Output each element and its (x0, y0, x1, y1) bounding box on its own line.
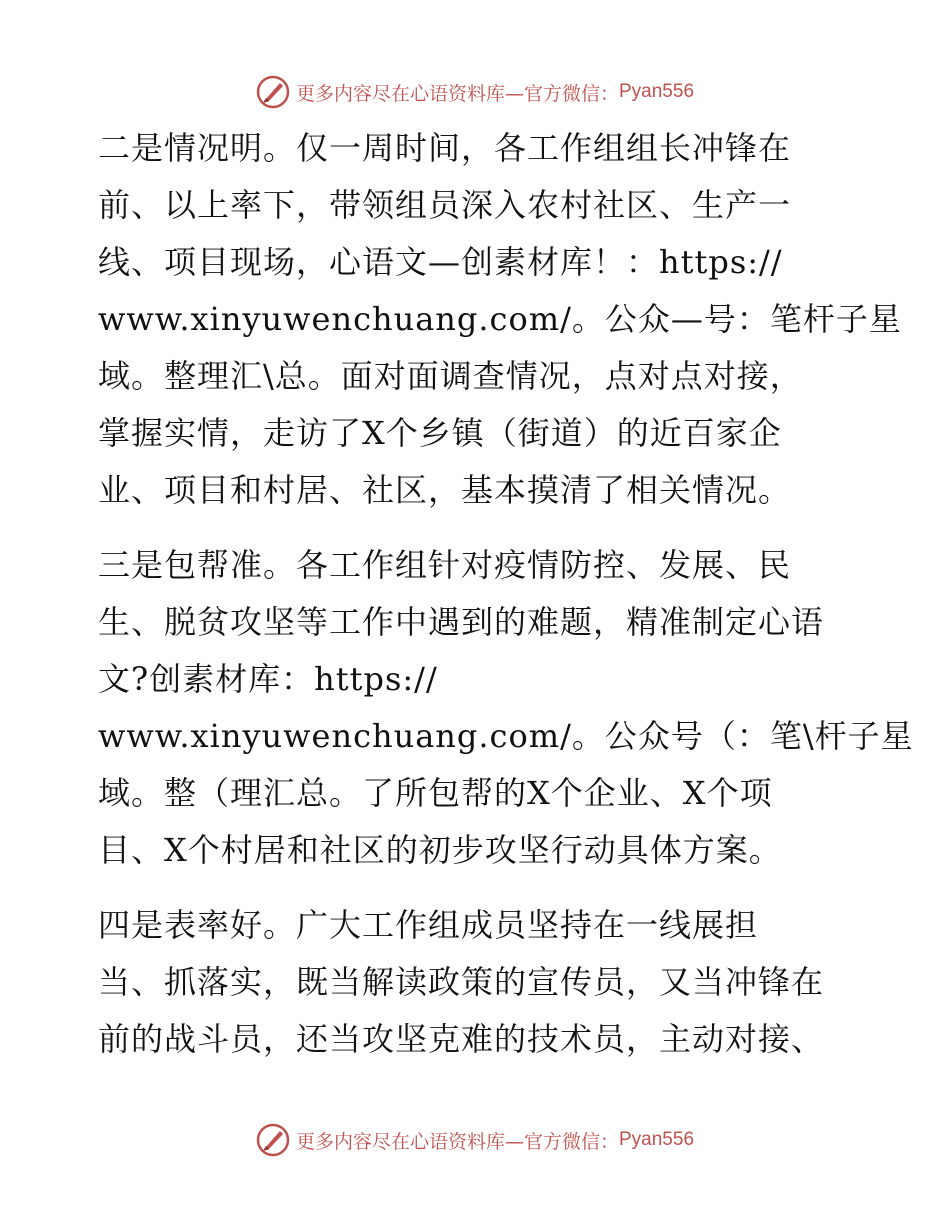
footer-banner-text: 更多内容尽在心语资料库—官方微信： (295, 1130, 619, 1153)
paragraph-2 (98, 537, 914, 879)
text-line: 目、X个村居和社区的初步攻坚行动具体方案。 (98, 831, 782, 869)
footer-banner (0, 1120, 950, 1160)
text-line: 掌握实情，走访了X个乡镇（街道）的近百家企 (98, 414, 782, 452)
text-line: 文?创素材库：https:// (98, 660, 438, 698)
text-line: 前的战斗员，还当攻坚克难的技术员，主动对接、 (98, 1020, 825, 1058)
text-line: 四是表率好。广大工作组成员坚持在一线展担 (98, 906, 759, 944)
header-banner-text: 更多内容尽在心语资料库—官方微信： (295, 82, 619, 105)
header-wechat-id: Pyan556 (619, 81, 695, 102)
paragraph-1 (98, 120, 902, 519)
header-banner (0, 72, 950, 112)
paragraph-3 (98, 897, 858, 1068)
footer-wechat-id: Pyan556 (619, 1129, 695, 1150)
text-line: 前、以上率下，带领组员深入农村社区、生产一 (98, 186, 792, 224)
text-line: 生、脱贫攻坚等工作中遇到的难题，精准制定心语 (98, 603, 825, 641)
text-line: www.xinyuwenchuang.com/。公众号（：笔\杆子星 (98, 717, 914, 755)
text-line: 线、项目现场，心语文—创素材库！：https:// (98, 243, 783, 281)
text-line: 二是情况明。仅一周时间，各工作组组长冲锋在 (98, 129, 792, 167)
text-line: 三是包帮准。各工作组针对疫情防控、发展、民 (98, 546, 792, 584)
text-line: 域。整理汇\总。面对面调查情况，点对点对接， (98, 357, 803, 395)
document-body (98, 120, 914, 1086)
quill-logo-icon (256, 75, 290, 109)
text-line: www.xinyuwenchuang.com/。公众—号：笔杆子星 (98, 300, 902, 338)
text-line: 域。整（理汇总。了所包帮的X个企业、X个项 (98, 774, 773, 812)
text-line: 当、抓落实，既当解读政策的宣传员，又当冲锋在 (98, 963, 825, 1001)
quill-logo-icon (256, 1123, 290, 1157)
text-line: 业、项目和村居、社区，基本摸清了相关情况。 (98, 471, 792, 509)
